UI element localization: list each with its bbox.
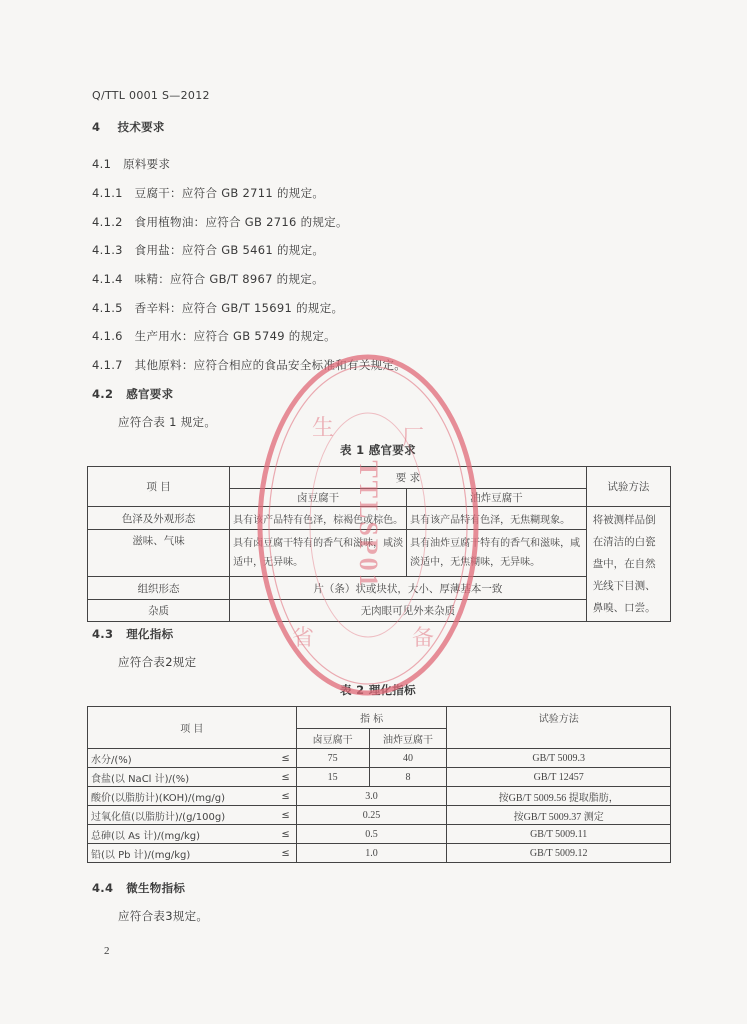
value-merged: 3.0 bbox=[296, 787, 447, 806]
table-row-item: 总砷(以 As 计)/(mg/kg) bbox=[88, 825, 271, 844]
test-method: GB/T 5009.12 bbox=[447, 844, 671, 863]
svg-text:生: 生 bbox=[312, 416, 335, 441]
table-2-caption: 表 2 理化指标 bbox=[340, 683, 416, 697]
value-merged: 0.5 bbox=[296, 825, 447, 844]
section-4-2-heading: 4.2 感官要求 bbox=[92, 387, 174, 401]
section-4-heading bbox=[92, 119, 165, 135]
table-row-item: 过氧化值(以脂肪计)/(g/100g) bbox=[88, 806, 271, 825]
operator: ≤ bbox=[270, 749, 296, 768]
test-method: 按GB/T 5009.37 测定 bbox=[447, 806, 671, 825]
req-4-1-4: 4.1.4 味精：应符合 GB/T 8967 的规定。 bbox=[92, 272, 324, 286]
table-cell: 无肉眼可见外来杂质 bbox=[230, 599, 587, 621]
section-4-3-note: 应符合表2规定 bbox=[118, 655, 197, 669]
req-4-1-2: 4.1.2 食用植物油：应符合 GB 2716 的规定。 bbox=[92, 215, 348, 229]
svg-text:省: 省 bbox=[292, 626, 315, 651]
table-row-item: 铅(以 Pb 计)/(mg/kg) bbox=[88, 844, 271, 863]
table-row-item: 酸价(以脂肪计)(KOH)/(mg/g) bbox=[88, 787, 271, 806]
value-braised: 75 bbox=[296, 749, 369, 768]
test-method: GB/T 5009.11 bbox=[447, 825, 671, 844]
value-braised: 15 bbox=[296, 768, 369, 787]
header-requirement: 要 求 bbox=[230, 467, 587, 489]
section-4-2-note: 应符合表 1 规定。 bbox=[118, 415, 217, 429]
table-cell: 具有油炸豆腐干特有的香气和滋味，咸淡适中，无焦糊味，无异味。 bbox=[407, 530, 587, 577]
table-cell: 具有卤豆腐干特有的香气和滋味，咸淡适中，无异味。 bbox=[230, 530, 407, 577]
value-fried: 8 bbox=[369, 768, 447, 787]
req-4-1-5: 4.1.5 香辛料：应符合 GB/T 15691 的规定。 bbox=[92, 301, 344, 315]
header-col-braised: 卤豆腐干 bbox=[296, 729, 369, 749]
physicochemical-table bbox=[87, 706, 671, 863]
operator: ≤ bbox=[270, 768, 296, 787]
svg-text:TTLSP01: TTLSP01 bbox=[354, 460, 383, 590]
req-4-1-1: 4.1.1 豆腐干：应符合 GB 2711 的规定。 bbox=[92, 186, 325, 200]
section-title: 技术要求 bbox=[117, 120, 165, 134]
header-col-fried: 油炸豆腐干 bbox=[369, 729, 447, 749]
table-row-item: 食盐(以 NaCl 计)/(%) bbox=[88, 768, 271, 787]
req-4-1-3: 4.1.3 食用盐：应符合 GB 5461 的规定。 bbox=[92, 243, 325, 257]
header-col-braised: 卤豆腐干 bbox=[230, 489, 407, 507]
svg-text:厂: 厂 bbox=[402, 426, 425, 451]
operator: ≤ bbox=[270, 806, 296, 825]
table-cell: 片（条）状或块状，大小、厚薄基本一致 bbox=[230, 577, 587, 599]
req-4-1-7: 4.1.7 其他原料：应符合相应的食品安全标准和有关规定。 bbox=[92, 358, 407, 372]
value-merged: 0.25 bbox=[296, 806, 447, 825]
table-row-item: 组织形态 bbox=[88, 577, 230, 599]
operator: ≤ bbox=[270, 787, 296, 806]
section-number: 4 bbox=[92, 120, 101, 134]
table-row-item: 色泽及外观形态 bbox=[88, 507, 230, 530]
header-item: 项 目 bbox=[88, 707, 297, 749]
section-4-3-heading: 4.3 理化指标 bbox=[92, 627, 174, 641]
header-test-method: 试验方法 bbox=[447, 707, 671, 749]
table-1-caption: 表 1 感官要求 bbox=[340, 443, 416, 457]
test-method-cell: 将被测样品倒在清洁的白瓷盘中，在自然光线下目测、鼻嗅、口尝。 bbox=[586, 507, 670, 622]
header-test-method: 试验方法 bbox=[586, 467, 670, 507]
svg-text:备: 备 bbox=[412, 626, 435, 651]
req-4-1-6: 4.1.6 生产用水：应符合 GB 5749 的规定。 bbox=[92, 329, 336, 343]
value-fried: 40 bbox=[369, 749, 447, 768]
page-number: 2 bbox=[104, 945, 110, 957]
test-method: GB/T 5009.3 bbox=[447, 749, 671, 768]
header-col-fried: 油炸豆腐干 bbox=[407, 489, 587, 507]
header-item: 项 目 bbox=[88, 467, 230, 507]
table-row-item: 杂质 bbox=[88, 599, 230, 621]
section-4-1-heading: 4.1 原料要求 bbox=[92, 157, 171, 171]
table-cell: 具有该产品特有色泽，棕褐色或棕色。 bbox=[230, 507, 407, 530]
section-4-4-heading: 4.4 微生物指标 bbox=[92, 881, 186, 895]
operator: ≤ bbox=[270, 825, 296, 844]
operator: ≤ bbox=[270, 844, 296, 863]
sensory-table bbox=[87, 466, 671, 622]
test-method: 按GB/T 5009.56 提取脂肪， bbox=[447, 787, 671, 806]
header-index: 指 标 bbox=[296, 707, 447, 729]
value-merged: 1.0 bbox=[296, 844, 447, 863]
section-4-4-note: 应符合表3规定。 bbox=[118, 909, 209, 923]
test-method: GB/T 12457 bbox=[447, 768, 671, 787]
table-row-item: 滋味、气味 bbox=[88, 530, 230, 577]
table-row-item: 水分/(%) bbox=[88, 749, 271, 768]
table-cell: 具有该产品特有色泽，无焦糊现象。 bbox=[407, 507, 587, 530]
standard-code: Q/TTL 0001 S—2012 bbox=[92, 89, 210, 102]
